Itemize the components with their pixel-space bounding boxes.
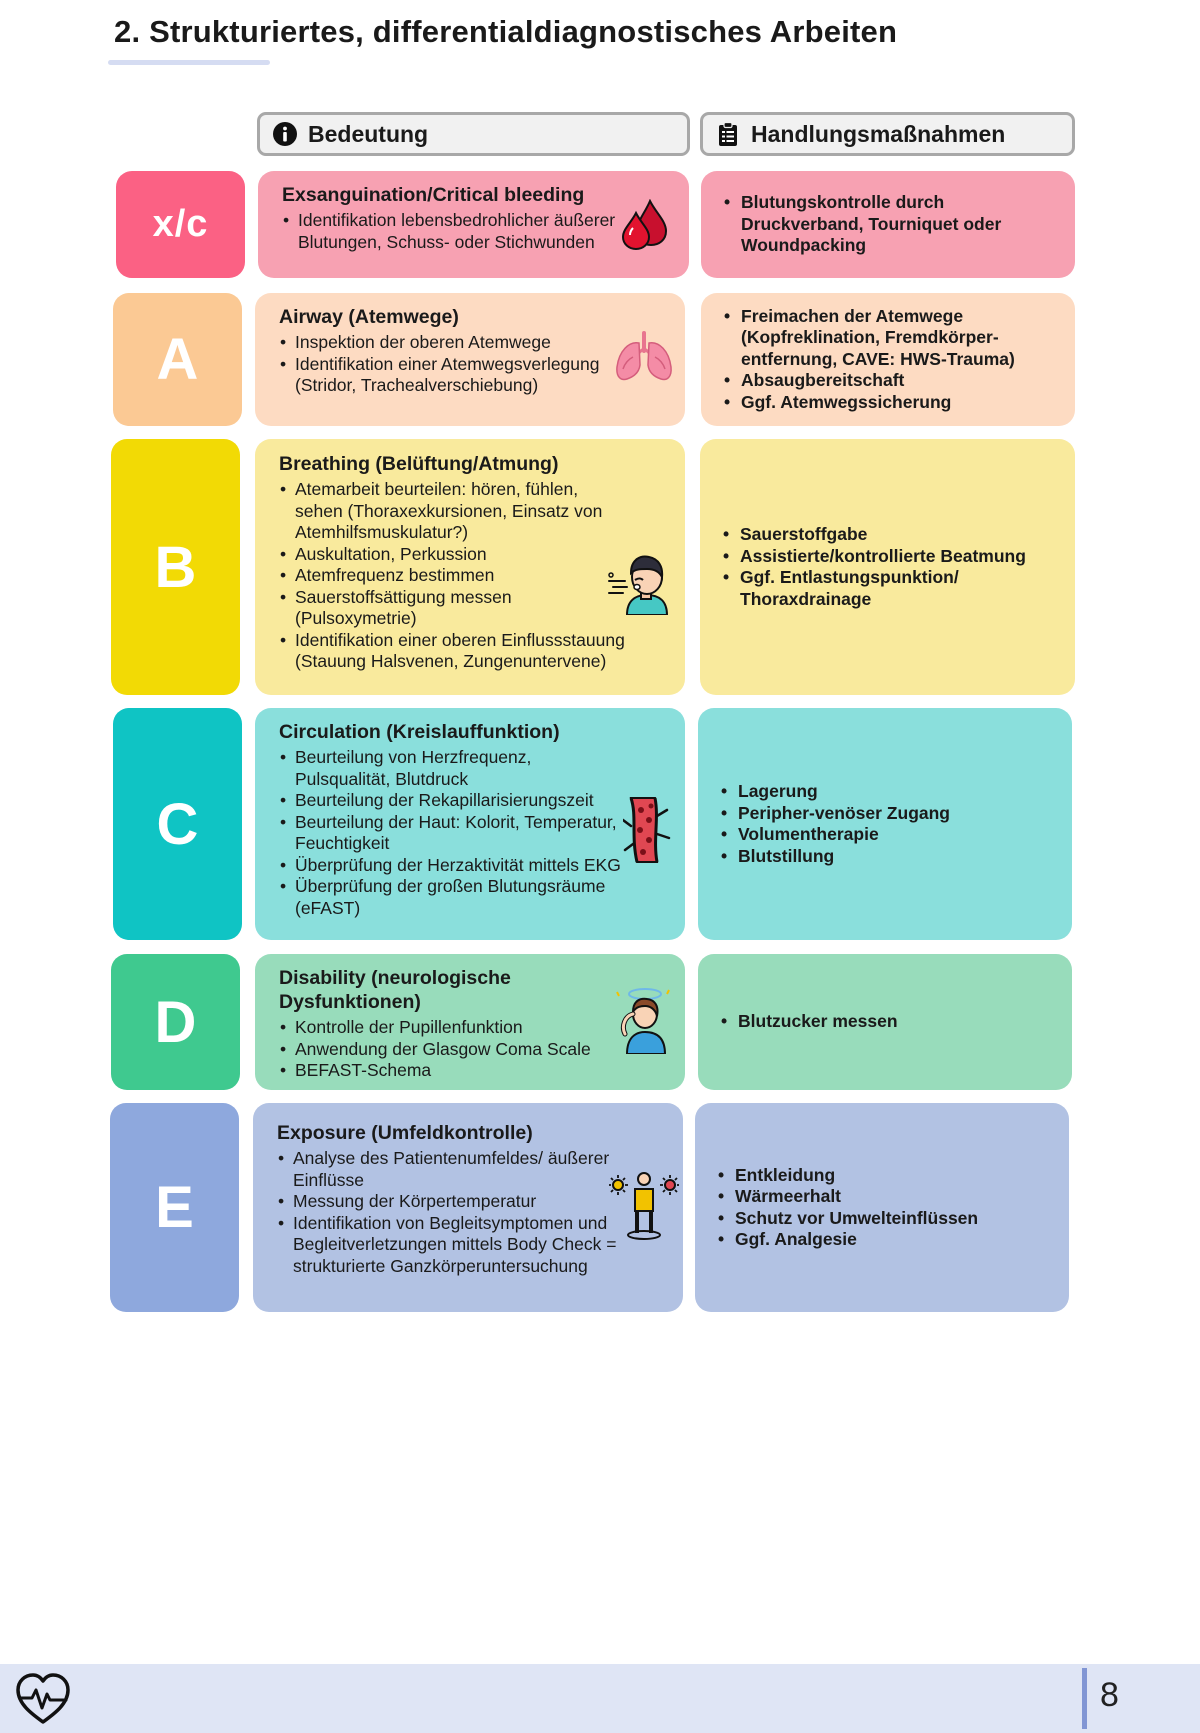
- list-item: • Identifikation einer oberen Einflussstauung (Stauung Halsvenen, Zungenuntervene): [279, 630, 625, 673]
- header-meaning: [257, 112, 690, 156]
- list-item: • Beurteilung der Rekapillarisierungszeit: [279, 790, 625, 812]
- list-item: • Entkleidung: [717, 1165, 978, 1187]
- footer-separator: [1082, 1668, 1087, 1729]
- row-meaning-e: [253, 1103, 683, 1312]
- row-letter-a: A: [113, 293, 242, 426]
- page-number: 8: [1100, 1676, 1119, 1714]
- row-items-c: [279, 747, 625, 919]
- list-item: • Ggf. Atemwegssicherung: [723, 392, 1055, 414]
- list-item: • Absaugbereitschaft: [723, 370, 1055, 392]
- list-item: • Schutz vor Umwelteinflüssen: [717, 1208, 978, 1230]
- clipboard-list-icon: [715, 121, 741, 147]
- list-item: • Auskultation, Perkussion: [279, 544, 625, 566]
- row-title-a: Airway (Atemwege): [279, 306, 459, 328]
- dizzy-person-icon: [611, 986, 677, 1054]
- row-actions-b: [700, 439, 1075, 695]
- row-actions-c: [698, 708, 1072, 940]
- row-meaning-b: [255, 439, 685, 695]
- list-item: • Freimachen der Atemwege (Kopfreklination, Fremdkörper-entfernung, CAVE: HWS-Trauma): [723, 306, 1055, 371]
- list-item: • Volumentherapie: [720, 824, 950, 846]
- row-items-a: [279, 332, 625, 397]
- row-title-xc: Exsanguination/Critical bleeding: [282, 184, 585, 206]
- row-letter-d: D: [111, 954, 240, 1090]
- blood-vessel-icon: [623, 796, 671, 864]
- list-item: • Anwendung der Glasgow Coma Scale: [279, 1039, 625, 1061]
- row-meaning-c: [255, 708, 685, 940]
- list-item: • Sauerstoffsättigung messen (Pulsoxymetrie): [279, 587, 625, 630]
- row-items-e: [277, 1148, 623, 1277]
- list-item: • Blutstillung: [720, 846, 950, 868]
- title-underline: [108, 60, 270, 65]
- row-letter-b: B: [111, 439, 240, 695]
- list-item: • Kontrolle der Pupillenfunktion: [279, 1017, 625, 1039]
- header-actions-label: Handlungsmaßnahmen: [751, 120, 1006, 147]
- row-items-d: [279, 1017, 625, 1082]
- row-letter-e: E: [110, 1103, 239, 1312]
- row-title-c: Circulation (Kreislauffunktion): [279, 721, 560, 743]
- list-item: • Atemfrequenz bestimmen: [279, 565, 625, 587]
- body-temperature-icon: [609, 1171, 679, 1241]
- lungs-icon: [613, 329, 675, 385]
- page-footer: [0, 1664, 1200, 1733]
- row-meaning-a: [255, 293, 685, 426]
- list-item: • Lagerung: [720, 781, 950, 803]
- list-item: • Überprüfung der Herzaktivität mittels EKG: [279, 855, 625, 877]
- info-icon: [272, 121, 298, 147]
- list-item: • Identifikation von Begleitsymptomen und Begleitverletzungen mittels Body Check = strukturierte Ganzkörperuntersuchung: [277, 1213, 623, 1278]
- row-meaning-d: [255, 954, 685, 1090]
- list-item: • Identifikation lebensbedrohlicher äußerer Blutungen, Schuss- oder Stichwunden: [282, 210, 629, 253]
- list-item: • Wärmeerhalt: [717, 1186, 978, 1208]
- row-actions-d: [698, 954, 1072, 1090]
- list-item: • Ggf. Entlastungspunktion/ Thoraxdrainage: [722, 567, 1055, 610]
- list-item: • Blutzucker messen: [720, 1011, 898, 1033]
- list-item: • Inspektion der oberen Atemwege: [279, 332, 625, 354]
- list-item: • Messung der Körpertemperatur: [277, 1191, 623, 1213]
- list-item: • Atemarbeit beurteilen: hören, fühlen, sehen (Thoraxexkursionen, Einsatz von Atemhilfsmuskulatur?): [279, 479, 625, 544]
- row-items-xc: [282, 210, 629, 253]
- page-title: 2. Strukturiertes, differentialdiagnostisches Arbeiten: [114, 14, 898, 49]
- row-actions-e: [695, 1103, 1069, 1312]
- row-title-d: Disability (neurologische Dysfunktionen): [279, 967, 511, 1013]
- list-item: • Beurteilung der Haut: Kolorit, Temperatur, Feuchtigkeit: [279, 812, 625, 855]
- breathing-person-icon: [607, 547, 671, 615]
- row-letter-c: C: [113, 708, 242, 940]
- blood-drop-icon: [620, 199, 668, 251]
- list-item: • Identifikation einer Atemwegsverlegung (Stridor, Trachealverschiebung): [279, 354, 625, 397]
- list-item: • Beurteilung von Herzfrequenz, Pulsqualität, Blutdruck: [279, 747, 625, 790]
- heartbeat-icon: [14, 1672, 72, 1726]
- row-actions-xc: [701, 171, 1075, 278]
- list-item: • BEFAST-Schema: [279, 1060, 625, 1082]
- list-item: • Ggf. Analgesie: [717, 1229, 978, 1251]
- list-item: • Blutungskontrolle durch Druckverband, Tourniquet oder Woundpacking: [723, 192, 1055, 257]
- list-item: • Peripher-venöser Zugang: [720, 803, 950, 825]
- list-item: • Assistierte/kontrollierte Beatmung: [722, 546, 1055, 568]
- header-actions: [700, 112, 1075, 156]
- row-title-e: Exposure (Umfeldkontrolle): [277, 1122, 533, 1144]
- row-title-b: Breathing (Belüftung/Atmung): [279, 453, 559, 475]
- row-actions-a: [701, 293, 1075, 426]
- row-meaning-xc: [258, 171, 689, 278]
- list-item: • Sauerstoffgabe: [722, 524, 1055, 546]
- list-item: • Überprüfung der großen Blutungsräume (eFAST): [279, 876, 625, 919]
- row-letter-xc: x/c: [116, 171, 245, 278]
- row-items-b: [279, 479, 625, 673]
- header-meaning-label: Bedeutung: [308, 120, 429, 147]
- list-item: • Analyse des Patientenumfeldes/ äußerer Einflüsse: [277, 1148, 623, 1191]
